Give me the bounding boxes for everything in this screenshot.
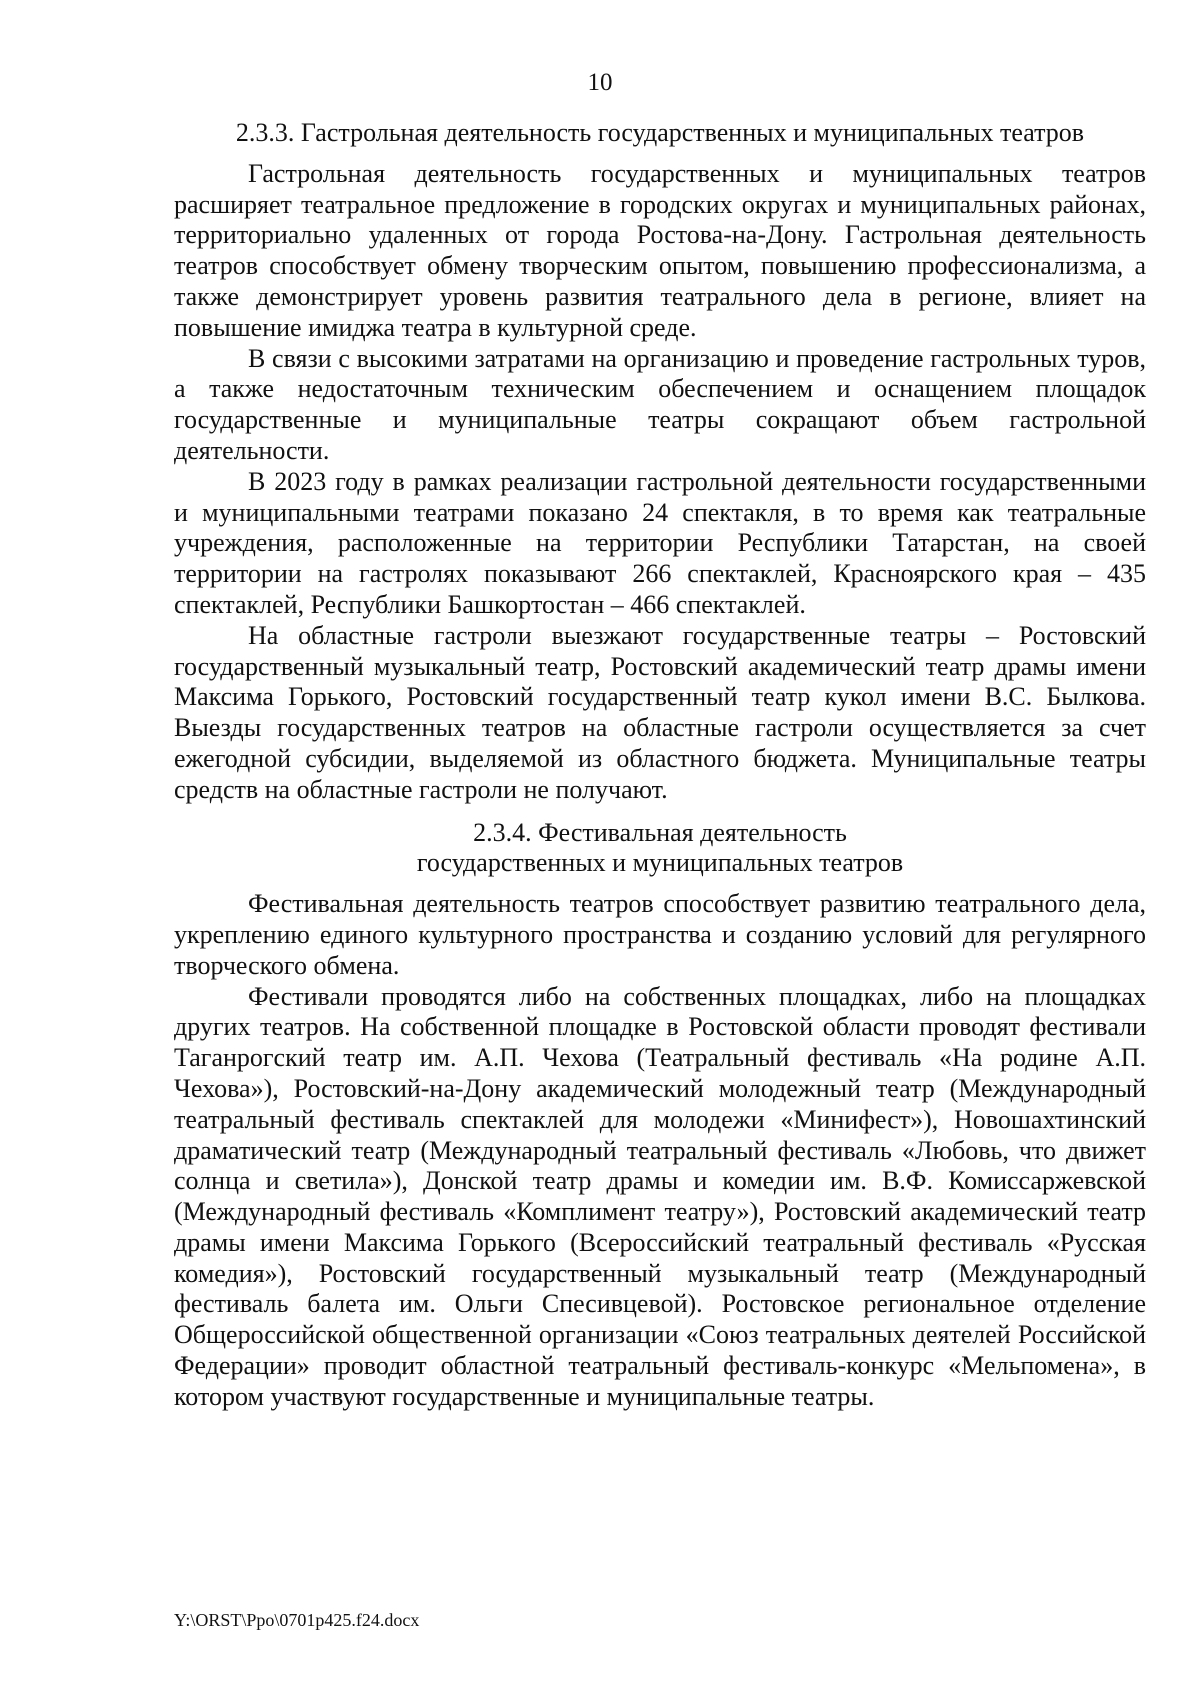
- paragraph-touring-3: В 2023 году в рамках реализации гастрольной деятельности государственными и муниципальными театрами показано 24 спектакля, в то время как театральные учреждения, расположенные на территории Республики Татарстан, на своей территории на гастролях показывают 266 спектаклей, Красноярского края – 435 спектаклей, Республики Башкортостан – 466 спектаклей.: [174, 466, 1146, 619]
- section-heading-festival-line-2: государственных и муниципальных театров: [416, 848, 904, 878]
- paragraph-touring-2: В связи с высокими затратами на организацию и проведение гастрольных туров, а также недостаточным техническим обеспечением и оснащением площадок государственные и муниципальные театры сокращают объем гастрольной деятельности.: [174, 343, 1146, 465]
- section-heading-festival-line-1: 2.3.4. Фестивальная деятельность: [473, 817, 847, 847]
- paragraph-festival-2: Фестивали проводятся либо на собственных площадках, либо на площадках других театров. На собственной площадке в Ростовской области проводят фестивали Таганрогский театр им. А.П. Чехова (Театральный фестиваль «На родине А.П. Чехова»), Ростовский-на-Дону академический молодежный театр (Международный театральный фестиваль спектаклей для молодежи «Минифест»), Новошахтинский драматический театр (Международный театральный фестиваль «Любовь, что движет солнца и светила»), Донской театр драмы и комедии им. В.Ф. Комиссаржевской (Международный фестиваль «Комплимент театру»), Ростовский академический театр драмы имени Максима Горького (Всероссийский театральный фестиваль «Русская комедия»), Ростовский государственный музыкальный театр (Международный фестиваль балета им. Ольги Спесивцевой). Ростовское региональное отделение Общероссийской общественной организации «Союз театральных деятелей Российской Федерации» проводит областной театральный фестиваль-конкурс «Мельпомена», в котором участвуют государственные и муниципальные театры.: [174, 981, 1146, 1411]
- footer-file-path: Y:\ORST\Ppo\0701p425.f24.docx: [174, 1610, 420, 1630]
- paragraph-touring-1: Гастрольная деятельность государственных и муниципальных театров расширяет театральное предложение в городских округах и муниципальных районах, территориально удаленных от города Ростова-на-Дону. Гастрольная деятельность театров способствует обмену творческим опытом, повышению профессионализма, а также демонстрирует уровень развития театрального дела в регионе, влияет на повышение имиджа театра в культурной среде.: [174, 158, 1146, 342]
- section-heading-festival: [174, 818, 1146, 880]
- section-heading-touring: 2.3.3. Гастрольная деятельность государственных и муниципальных театров: [235, 118, 1085, 147]
- document-body: [174, 118, 1146, 1413]
- paragraph-festival-1: Фестивальная деятельность театров способствует развитию театрального дела, укреплению единого культурного пространства и созданию условий для регулярного творческого обмена.: [174, 889, 1146, 980]
- page-number: 10: [587, 69, 613, 96]
- paragraph-touring-4: На областные гастроли выезжают государственные театры – Ростовский государственный музыкальный театр, Ростовский академический театр драмы имени Максима Горького, Ростовский государственный театр кукол имени В.С. Былкова. Выезды государственных театров на областные гастроли осуществляется за счет ежегодной субсидии, выделяемой из областного бюджета. Муниципальные театры средств на областные гастроли не получают.: [174, 620, 1146, 804]
